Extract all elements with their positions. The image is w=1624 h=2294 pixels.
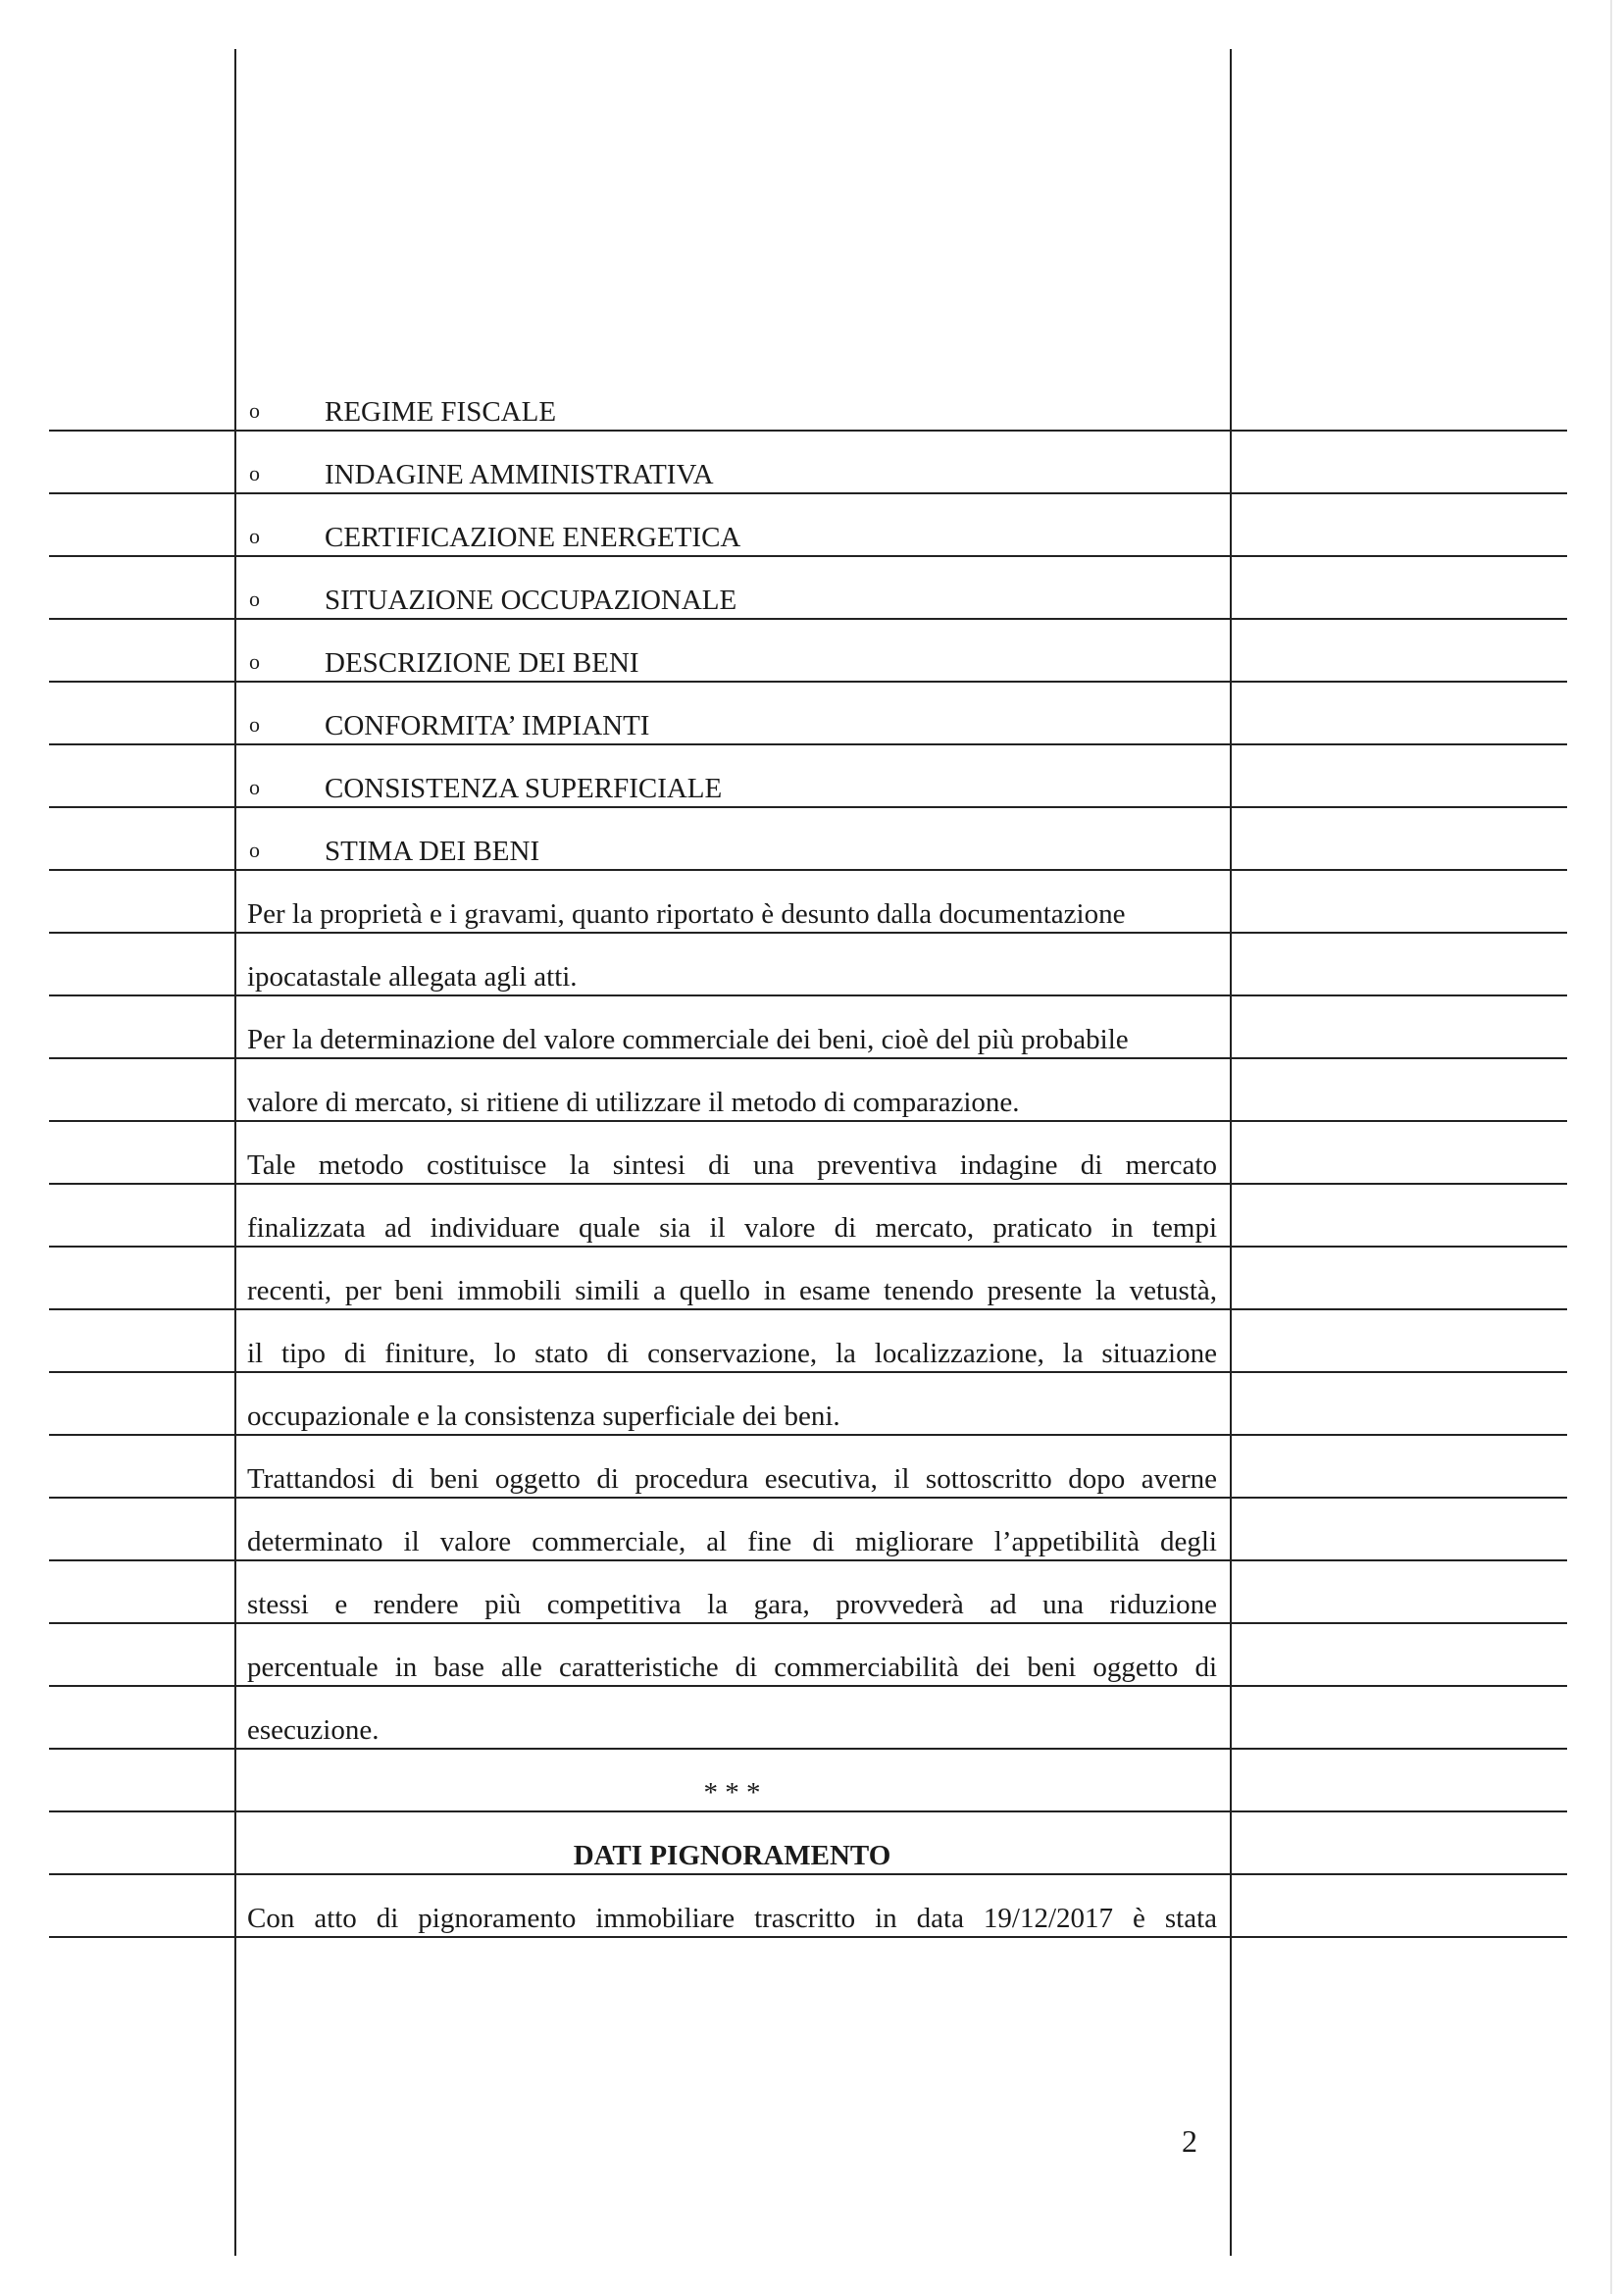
text-line	[234, 932, 1230, 994]
list-item-label: DESCRIZIONE DEI BENI	[325, 647, 639, 679]
paragraph-line: finalizzata ad individuare quale sia il valore di mercato, praticato in tempi	[247, 1212, 1217, 1244]
paragraph-line: Per la determinazione del valore commerciale dei beni, cioè del più probabile	[247, 1024, 1129, 1055]
paragraph-line: stessi e rendere più competitiva la gara, provvederà ad una riduzione	[247, 1589, 1217, 1620]
list-item	[234, 618, 1230, 681]
text-line	[234, 1434, 1230, 1497]
list-item-label: REGIME FISCALE	[325, 396, 557, 428]
bullet-marker: o	[249, 586, 260, 611]
bullet-marker: o	[249, 712, 260, 737]
paragraph-line: esecuzione.	[247, 1714, 380, 1746]
text-line	[234, 1246, 1230, 1308]
list-item	[234, 806, 1230, 869]
paragraph-line: valore di mercato, si ritiene di utilizzare il metodo di comparazione.	[247, 1087, 1020, 1118]
paragraph-line: Con atto di pignoramento immobiliare trascritto in data 19/12/2017 è stata	[247, 1903, 1217, 1934]
ruled-line	[49, 1936, 1567, 1938]
text-line	[234, 1622, 1230, 1685]
list-item-label: SITUAZIONE OCCUPAZIONALE	[325, 585, 737, 616]
text-line	[234, 994, 1230, 1057]
text-line	[234, 1873, 1230, 1936]
paragraph-line: Tale metodo costituisce la sintesi di una preventiva indagine di mercato	[247, 1149, 1217, 1181]
text-line	[234, 1183, 1230, 1246]
list-item	[234, 430, 1230, 492]
section-title: DATI PIGNORAMENTO	[573, 1840, 891, 1871]
bullet-marker: o	[249, 775, 260, 799]
list-item-label: CONSISTENZA SUPERFICIALE	[325, 773, 723, 804]
text-line	[234, 1371, 1230, 1434]
right-margin-rule	[1230, 49, 1232, 2256]
text-line	[234, 1120, 1230, 1183]
list-item-label: INDAGINE AMMINISTRATIVA	[325, 459, 714, 490]
section-separator: * * *	[703, 1777, 761, 1809]
list-item	[234, 367, 1230, 430]
text-line	[234, 1559, 1230, 1622]
bullet-marker: o	[249, 398, 260, 423]
paragraph-line: determinato il valore commerciale, al fine di migliorare l’appetibilità degli	[247, 1526, 1217, 1557]
list-item	[234, 681, 1230, 743]
bullet-marker: o	[249, 524, 260, 548]
list-item-label: STIMA DEI BENI	[325, 836, 540, 867]
list-item-label: CONFORMITA’ IMPIANTI	[325, 710, 650, 741]
text-line	[234, 1057, 1230, 1120]
page-number: 2	[1182, 2123, 1197, 2159]
paragraph-line: ipocatastale allegata agli atti.	[247, 961, 578, 993]
bullet-marker: o	[249, 461, 260, 485]
bullet-marker: o	[249, 649, 260, 674]
text-line	[234, 1308, 1230, 1371]
list-item	[234, 743, 1230, 806]
text-line	[234, 1685, 1230, 1748]
scan-edge	[1610, 0, 1612, 2294]
paragraph-line: percentuale in base alle caratteristiche di commerciabilità dei beni oggetto di	[247, 1652, 1217, 1683]
paragraph-line: Trattandosi di beni oggetto di procedura esecutiva, il sottoscritto dopo averne	[247, 1463, 1217, 1495]
text-line	[234, 1497, 1230, 1559]
list-item	[234, 492, 1230, 555]
paragraph-line: occupazionale e la consistenza superficiale dei beni.	[247, 1401, 840, 1432]
text-line	[234, 1748, 1230, 1810]
text-line	[234, 1810, 1230, 1873]
list-item	[234, 555, 1230, 618]
list-item-label: CERTIFICAZIONE ENERGETICA	[325, 522, 741, 553]
paragraph-line: Per la proprietà e i gravami, quanto riportato è desunto dalla documentazione	[247, 898, 1126, 930]
paragraph-line: recenti, per beni immobili simili a quello in esame tenendo presente la vetustà,	[247, 1275, 1217, 1306]
paragraph-line: il tipo di finiture, lo stato di conservazione, la localizzazione, la situazione	[247, 1338, 1217, 1369]
bullet-marker: o	[249, 838, 260, 862]
text-line	[234, 869, 1230, 932]
